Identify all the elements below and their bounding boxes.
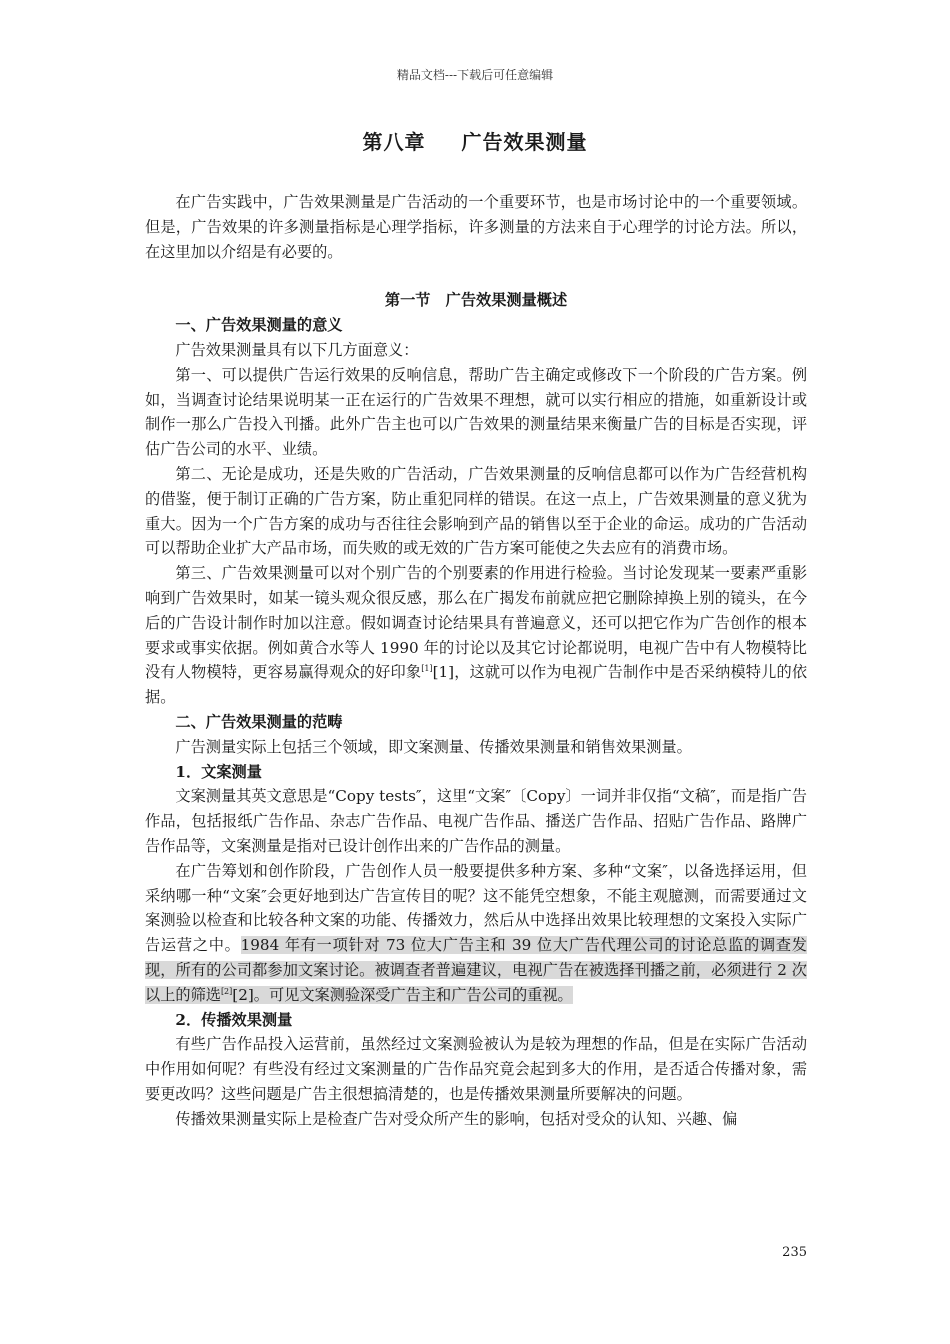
- subsection-title-1: 一、广告效果测量的意义: [175, 316, 343, 335]
- item-title-2: 2．传播效果测量: [175, 1010, 293, 1029]
- subsection-title-2: 二、广告效果测量的范畴: [175, 712, 343, 731]
- chapter-name: 广告效果测量: [461, 130, 588, 154]
- paragraph: 第三、广告效果测量可以对个别广告的个别要素的作用进行检验。当讨论发现某一要素严重影响到广告效果时，如某一镜头观众很反感，那么在广揭发布前就应把它删除掉换上别的镜头，在今后的广告设计制作时加以注意。假如调查讨论结果具有普遍意义，还可以把它作为广告创作的根本要求或事实依据。例如黄合水等人 1990 年的讨论以及其它讨论都说明，电视广告中有人物模特比没有人物模特，更容易赢得观众的好印象[1][1]，这就可以作为电视广告制作中是否采纳模特儿的依据。: [145, 564, 808, 707]
- paragraph: 在广告筹划和创作阶段，广告创作人员一般要提供多种方案、多种“文案″，以备选择运用，但采纳哪一种“文案″会更好地到达广告宣传目的呢？这不能凭空想象，不能主观臆测，而需要通过文案测验以检查和比较各种文案的功能、传播效力，然后从中选择出效果比较理想的文案投入实际广告运营之中。1984 年有一项针对 73 位大广告主和 39 位大广告代理公司的讨论总监的调查发现，所有的公司都参加文案讨论。被调查者普遍建议，电视广告在被选择刊播之前，必须进行 2 次以上的筛选[2][2]。可见文案测验深受广告主和广告公司的重视。: [145, 861, 807, 1004]
- page-number: 235: [782, 1245, 807, 1260]
- item-title-1: 1．文案测量: [175, 762, 262, 781]
- intro-paragraph: 在广告实践中，广告效果测量是广告活动的一个重要环节，也是市场讨论中的一个重要领域。但是，广告效果的许多测量指标是心理学指标，许多测量的方法来自于心理学的讨论方法。所以，在这里加以介绍是有必要的。: [145, 193, 807, 261]
- paragraph: 有些广告作品投入运营前，虽然经过文案测验被认为是较为理想的作品，但是在实际广告活动中作用如何呢？有些没有经过文案测量的广告作品究竟会起到多大的作用，是否适合传播对象，需要更改吗？这些问题是广告主很想搞清楚的，也是传播效果测量所要解决的问题。: [145, 1035, 807, 1103]
- chapter-title: [0, 126, 950, 155]
- paragraph: 传播效果测量实际上是检查广告对受众所产生的影响，包括对受众的认知、兴趣、偏: [175, 1109, 738, 1128]
- paragraph: 广告测量实际上包括三个领域，即文案测量、传播效果测量和销售效果测量。: [175, 737, 692, 756]
- footnote-ref: [2]: [220, 986, 233, 996]
- paragraph: 第二、无论是成功，还是失败的广告活动，广告效果测量的反响信息都可以作为广告经营机构的借鉴，便于制订正确的广告方案，防止重犯同样的错误。在这一点上，广告效果测量的意义犹为重大。因为一个广告方案的成功与否往往会影响到产品的销售以至于企业的命运。成功的广告活动可以帮助企业扩大产品市场，而失败的或无效的广告方案可能使之失去应有的消费市场。: [145, 464, 807, 558]
- page-header: 精品文档---下载后可任意编辑: [396, 68, 554, 82]
- paragraph: 广告效果测量具有以下几方面意义：: [175, 340, 419, 359]
- chapter-number: 第八章: [362, 130, 426, 154]
- footnote-ref: [1]: [421, 664, 433, 674]
- body-text: [145, 190, 807, 1131]
- paragraph: 第一、可以提供广告运行效果的反响信息，帮助广告主确定或修改下一个阶段的广告方案。例如，当调查讨论结果说明某一正在运行的广告效果不理想，就可以实行相应的措施，如重新设计或制作一那么广告投入刊播。此外广告主也可以广告效果的测量结果来衡量广告的目标是否实现，评估广告公司的水平、业绩。: [145, 365, 807, 459]
- section-title: 第一节 广告效果测量概述: [384, 291, 568, 310]
- paragraph: 文案测量其英文意思是“Copy tests″，这里“文案″〔Copy〕一词并非仅指“文稿″，而是指广告作品，包括报纸广告作品、杂志广告作品、电视广告作品、播送广告作品、招贴广告作品、路牌广告作品等，文案测量是指对已设计创作出来的广告作品的测量。: [145, 787, 807, 855]
- highlighted-text: 1984 年有一项针对 73 位大广告主和 39 位大广告代理公司的讨论总监的调查发现，所有的公司都参加文案讨论。被调查者普遍建议，电视广告在被选择刊播之前，必须进行 2 次以上的筛选[2][2]。可见文案测验深受广告主和广告公司的重视。: [145, 936, 807, 1004]
